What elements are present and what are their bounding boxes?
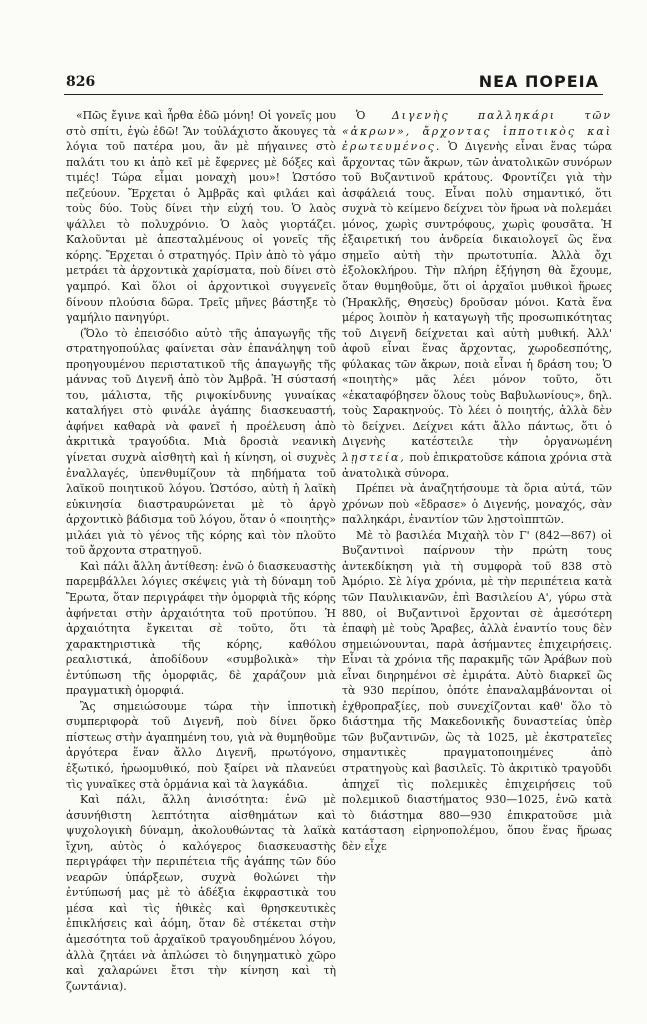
paragraph-text: ποὺ ἐπικρατοῦσε κάποια χρόνια στὰ ἀνατολικὰ σύνορα. (342, 451, 612, 480)
paragraph: (Ὅλο τὸ ἐπεισόδιο αὐτὸ τῆς ἁπαγωγῆς τῆς στρατηγοπούλας φαίνεται σὰν ἐπανάληψη τοῦ προηγουμένου περιστατικοῦ τῆς ἁπαγωγῆς τῆς μάννας τοῦ Διγενῆ ἀπὸ τὸν Ἀμβρᾶ. Ἡ σύστασή του, μάλιστα, τῆς ριψοκίνδυνης γυναίκας καταλήγει στὸ φινάλε ἀγάπης διασκευαστή, ἀφήνει καθαρὰ νὰ φανεῖ ἡ προέλευση ἀπὸ ἀκριτικὰ τραγούδια. Μιὰ δροσιὰ νεανικὴ γίνεται συχνὰ αἰσθητὴ καὶ ἡ κίνηση, οἱ συχνὲς ἐναλλαγές, ὑπενθυμίζουν τὰ πηδήματα τοῦ λαϊκοῦ ποιητικοῦ λόγου. Ὡστόσο, αὐτὴ ἡ λαϊκὴ εὐκινησία διαστραυρώνεται μὲ τὸ ἀργὸ ἀρχοντικὸ βάδισμα τοῦ λόγου, ὅταν ὁ «ποιητὴς» μιλάει γιὰ τὸ γένος τῆς κόρης καὶ τὸν πλοῦτο τοῦ ἄρχοντα στρατηγοῦ. (66, 326, 336, 558)
paragraph: Καὶ πάλι ἄλλη ἀντίθεση: ἐνῶ ὁ διασκευαστὴς παρεμβάλλει λόγιες σκέψεις γιὰ τὴ δύναμη τοῦ Ἔρωτα, ὅταν περιγράφει τὴν ὀμορφιὰ τῆς κόρης ἀφήνεται στὴν ἀρχαιότητα τοῦ προτύπου. Ἡ ἀρχαιότητα ἔγκειται σὲ τοῦτο, ὅτι τὰ χαρακτηριστικὰ τῆς κόρης, καθόλου ρεαλιστικά, ἀποδίδουν «συμβολικὰ» τὴν ἐντύπωση τῆς ὀμορφιᾶς, δὲ χαράζουν μιὰ πραγματικὴ ὀμορφιά. (66, 559, 336, 698)
right-column (342, 108, 612, 854)
journal-title: ΝΕΑ ΠΟΡΕΙΑ (478, 72, 599, 91)
paragraph: Καὶ πάλι, ἄλλη ἀνισότητα: ἐνῶ μὲ ἀσυνήθιστη λεπτότητα αἰσθημάτων καὶ ψυχολογικὴ δύναμη, ἀκολουθώντας τὰ λαϊκὰ ἴχνη, αὐτὸς ὁ καλόγερος διασκευαστὴς περιγράφει τὴν περιπέτεια τῆς ἀγάπης τῶν δύο νεαρῶν ὑπάρξεων, συχνὰ θολώνει τὴν ἐντύπωσή μας μὲ τὸ ἀδέξια ἐκφραστικὰ του μέσα καὶ τὶς ἠθικὲς καὶ θρησκευτικὲς ἐπικλήσεις καὶ ἀόμη, ὅταν δὲ στέκεται στὴν ἀμεσότητα τοῦ ἀρχαϊκοῦ τραγουδημένου λόγου, ἀλλὰ ζητάει νὰ ἁπλώσει τὸ διηγηματικὸ χῶρο καὶ χαλαρώνει ἔτσι τὴν κίνηση καὶ τὴ ζωντάνια). (66, 793, 336, 993)
paragraph: «Πῶς ἔγινε καὶ ἦρθα ἐδῶ μόνη! Οἱ γονεῖς μου στὸ σπίτι, ἐγὼ ἐδῶ! Ἂν τοὐλάχιστο ἄκουγες τὰ λόγια τοῦ πατέρα μου, ἂν μὲ πήγαινες στὸ παλάτι του κι ἀπὸ κεῖ μὲ ἔφερνες μὲ δόξες καὶ τιμές! Τώρα εἶμαι μοναχὴ μου»! Ὡστόσο πεζεύουν. Ἔρχεται ὁ Ἀμβρᾶς καὶ φιλάει καὶ τοὺς δύο. Τοὺς δίνει τὴν εὐχή του. Ὁ λαὸς ψάλλει τὸ πολυχρόνιο. Ὁ λαὸς γιορτάζει. Καλοῦνται μὲ ἀπεσταλμένους οἱ γονεῖς τῆς κόρης. Ἔρχεται ὁ στρατηγός. Πρὶν ἀπὸ τὸ γάμο μετράει τὰ ἀρχοντικὰ χαρίσματα, ποὺ δίνει στὸ γαμπρό. Καὶ ὅλοι οἱ ἀρχοντικοὶ συγγενεῖς δίνουν πλούσια δῶρα. Τρεῖς μῆνες βάστηξε τὸ γαμήλιο πανηγύρι. (66, 109, 336, 325)
spaced-word: λῃστεία, (342, 451, 406, 465)
page-number: 826 (66, 74, 96, 90)
section-heading: Διγενὴς παλληκάρι τῶν «ἀκρων», ἄρχοντας ἱπποτικὸς καὶ ἐρωτευμένος. (342, 109, 612, 154)
section-lead: Ὁ (356, 109, 366, 122)
paragraph: Μὲ τὸ βασιλέα Μιχαὴλ τὸν Γ' (842—867) οἱ Βυζαντινοὶ παίρνουν τὴν πρώτη τους ἀντεκδίκηση γιὰ τὴ συμφορὰ τοῦ 838 στὸ Ἀμόριο. Σὲ λίγα χρόνια, μὲ τὴν περιπέτεια κατὰ τῶν Παυλικιανῶν, ἐπὶ Βασιλείου Α', γύρω στὰ 880, οἱ Βυζαντινοὶ ἔρχονται σὲ ἀμεσότερη ἐπαφὴ μὲ τοὺς Ἄραβες, ἀλλὰ ἐναντίο τους δὲν σημειώνουνται, παρὰ ἀσήμαντες ἐπιχειρήσεις. Εἶναι τὰ χρόνια τῆς παρακμῆς τῶν Ἀράβων ποὺ εἶναι διηρημένοι σὲ ἐμιράτα. Αὐτὸ διαρκεῖ ὣς τὰ 930 περίπου, ὁπότε ἐπαναλαμβάνονται οἱ ἐχθροπραξίες, ποὺ συνεχίζονται καθ' ὅλο τὸ διάστημα τῆς Μακεδονικῆς δυναστείας ὑπὲρ τῶν βυζαντινῶν, ὣς τὰ 1025, μὲ ἐκστρατεῖες σημαντικὲς πραγματοποιημένες ἀπὸ στρατηγοὺς καὶ βασιλεῖς. Τὸ ἀκριτικὸ τραγοῦδι ἀπηχεῖ τὶς πολεμικὲς ἐπιχειρήσεις τοῦ πολεμικοῦ διαστήματος 930—1025, ἐνῶ κατὰ τὸ διάστημα 880—930 ἐπικρατοῦσε μιὰ κατάσταση εἰρηνοπολέμου, ὅπου ἕνας ἥρωας δὲν εἶχε (342, 528, 612, 853)
header-rule (64, 94, 603, 95)
section-paragraph (342, 108, 612, 481)
left-column (66, 108, 336, 994)
paragraph: Ἂς σημειώσουμε τώρα τὴν ἱπποτικὴ συμπεριφορὰ τοῦ Διγενῆ, ποὺ δίνει ὅρκο πίστεως στὴν ἀγαπημένη του, γιὰ νὰ θυμηθοῦμε ἀργότερα ἕναν ἄλλο Διγενῆ, πρωτόγονο, ἐξωτικό, ἡρωομυθικό, ποὺ ξαίρει νὰ πλανεύει τὶς γυναῖκες στὰ ὀρμάνια καὶ τὰ λαγκάδια. (66, 699, 336, 791)
paragraph: Πρέπει νὰ ἀναζητήσουμε τὰ ὅρια αὐτά, τῶν χρόνων ποὺ «ἔδρασε» ὁ Διγενής, μοναχός, σὰν παλληκάρι, ἐναντίον τῶν λῃστοὶππτῶν. (342, 482, 612, 527)
paragraph-text: Ὁ Διγενὴς εἶναι ἕνας τώρα ἄρχοντας τῶν ἄκρων, τῶν ἀνατολικῶν συνόρων τοῦ Βυζαντινοῦ κράτους. Φροντίζει γιὰ τὴν ἀσφάλειά τους. Εἶναι πολὺ σημαντικό, ὅτι συχνὰ τὸ κείμενο δείχνει τὸν ἥρωα νὰ πολεμάει μόνος, χωρὶς συντρόφους, χωρὶς φουσᾶτα. Ἡ ἐξαιρετική του ἀνδρεία δικαιολογεῖ ὣς ἕνα σημεῖο αὐτὴ τὴν πρωτοτυπία. Ἀλλὰ ὄχι ἐξολοκλήρου. Τὴν πλήρη ἐξήγηση θὰ ἔχουμε, ὅταν θυμηθοῦμε, ὅτι οἱ ἀρχαῖοι μυθικοὶ ἥρωες (Ἡρακλῆς, Θησεὺς) δροῦσαν μόνοι. Κατὰ ἕνα μέρος λοιπὸν ἡ καταγωγὴ τῆς προσωπικότητας τοῦ Διγενῆ δείχνεται καὶ αὐτὴ μυθική. Ἀλλ' ἀφοῦ εἶναι ἕνας ἄρχοντας, χωροδεσπότης, φύλακας τῶν ἄκρων, ποιὰ εἶναι ἡ δράση του; Ὁ «ποιητὴς» μᾶς λέει μόνον τοῦτο, ὅτι «ἐκαταφόβησεν ὅλους τοὺς Βαβυλωνίους», δηλ. τοὺς Σαρακηνούς. Τὸ λέει ὁ ποιητής, ἀλλὰ δὲν τὸ δείχνει. Δείχνει κάτι ἄλλο πάντως, ὅτι ὁ Διγενὴς κατέστειλε τὴν ὀργανωμένη (342, 140, 612, 449)
